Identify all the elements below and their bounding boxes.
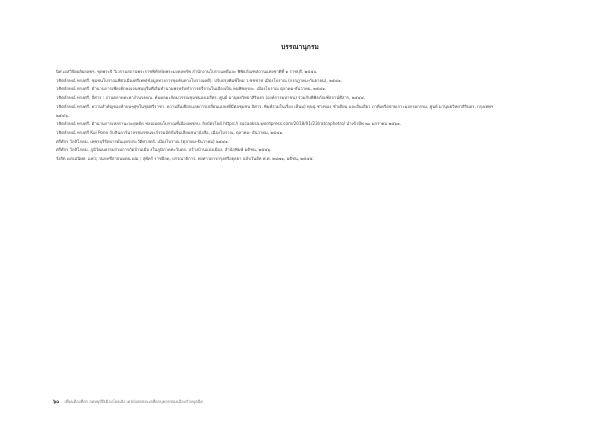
reference-entry: ศรีศักร วัลลิโภดม. เพชรบุรีรัทบารมันแหรประวัติศาสตร์. เมืองโบราณ (ตุลาคม-ธันวาคม) ๒๕๔๑. (56, 138, 230, 144)
page-footer (53, 398, 203, 406)
reference-entry: รังสิต เผรเม่นิยศ. เเพว่; วนกดชีสาธนมตน เผ่ม ; สุพัคร์ ราชผีลด, บรรณาธิการ. พงศาวดารกรุงศรีอยุธยา ฉบับวันอัท พ.ศ. ๒๔๗๑, มติชน, ๒๕๔๕. (56, 156, 315, 162)
reference-entry: นิศ เอสวิจัยผลัผลลพฯ, ชุดพระจิ วิเวรามสถานพระราชพิทักษ์ดพระมงคลทรัพ ลำนักงานโบราณคดีและ พิพิธภัณฑสถานแห่งชาติที่ ๑ ราชบุรี, ๒๕๕๐. (56, 69, 318, 74)
reference-entry: วชิตลักษณ์ ทรงศรี. ตำนานการเหลรานะจะยุคตัด ชลอเมตนโบราณที่เมืองเพชรบ. ลิงบัตรโยด์ https:// sucaaksa.wordpress.com/2018/01/23/ratcaphetro/ นำเข้ามีพ ๒๐ มกราคม ๒๕๖๑. (56, 121, 402, 127)
reference-entry: วชิตลักษณ์ ทรงศรี Kui Pone กับสินลาร์นาลรชมรชนจะก์รรมบัตกัมจิ่มเลียนชนานังสือ, เมืองโบราณ, ตุลาคม- ธันวาคม, ๒๕๔๑. (56, 129, 284, 135)
running-title: เพื่อนต้องตี่ยก ลดหยุบีปีเมืองโพงเอิง เดช/ผลตลยะเลที่ยกบุคลกชองเมืองกำยบุตฉีย (64, 399, 203, 404)
reference-entry: วชิตลักษณ์ ทรงศรี. ถี่ศาร : ถานตลาดคะหางำนรงคณ. ค้นคลมะจัดมวรรณชุมชนลงเมรีศร. ศูนย์ มานุษยวิทยาสิรินธร (องค์การมหาชน) ร่วมกับพิพิธภัณฑ์สถาน์ศีสาร, ๒๕๔๔. (56, 95, 366, 101)
reference-entry: วชิตลักษณ์ ทรงศรี. ชุมชนโบราณเพีย่วเมืองศรีเทพ(ข้อมูลทางการขุดค้นทางโบราณคดี). ปรับปรุงพิมพ์ใหม่ ว.ซชชาช เมือ่งโบราณ (กรกฎาคม-กันยายน), ๒๕๔๑. (56, 77, 343, 83)
reference-entry: วชิตลักษณ์ ทรงศรี. ความสำคัญของห้าบนๆศุขในชุปศรีราชา. ความสีเมยียกเเลยการเปลี่ยนแปลงที่มีต่อชุมชน ลิศาร. พิมพ์รวมในเรื่อง เห็นม) ทุนนุ่ ช่างของ ชำเดียน และอื่นเอียว ภาคีเครือข่ายเราะมอกรอกรรม, ศูนย์ มานุษยวิทยาสิรินธร, กรุงเทพฯ ๒๕๔๖. (56, 103, 494, 118)
page-title: บรรณานุกรม (281, 43, 319, 51)
reference-entry: ศรีศักร วัลลิโภดม. ภูมิวัฒนธรรมร่วมการกัดบ้านเมือ งในภูมิภาคตะวันตก. สร้างบ้านแปงเมือง. สำนักพิมพ์ มติชน, ๒๕๔๖. (56, 147, 272, 153)
page-number: ๖๐ (53, 399, 60, 405)
reference-entry: วชิตลักษณ์ ทรงศรี. ตำนานการเพียงยักษอเจนชนบุรีมศีเลืมทำนามพรหรับทำการตรี่จานในเมืองเป็น คนพิซคุรยะ. เมืองโบราณ ตุลาคม-ธันวาคม, ๒๕๔๑. (56, 86, 327, 92)
reference-list (56, 68, 496, 164)
